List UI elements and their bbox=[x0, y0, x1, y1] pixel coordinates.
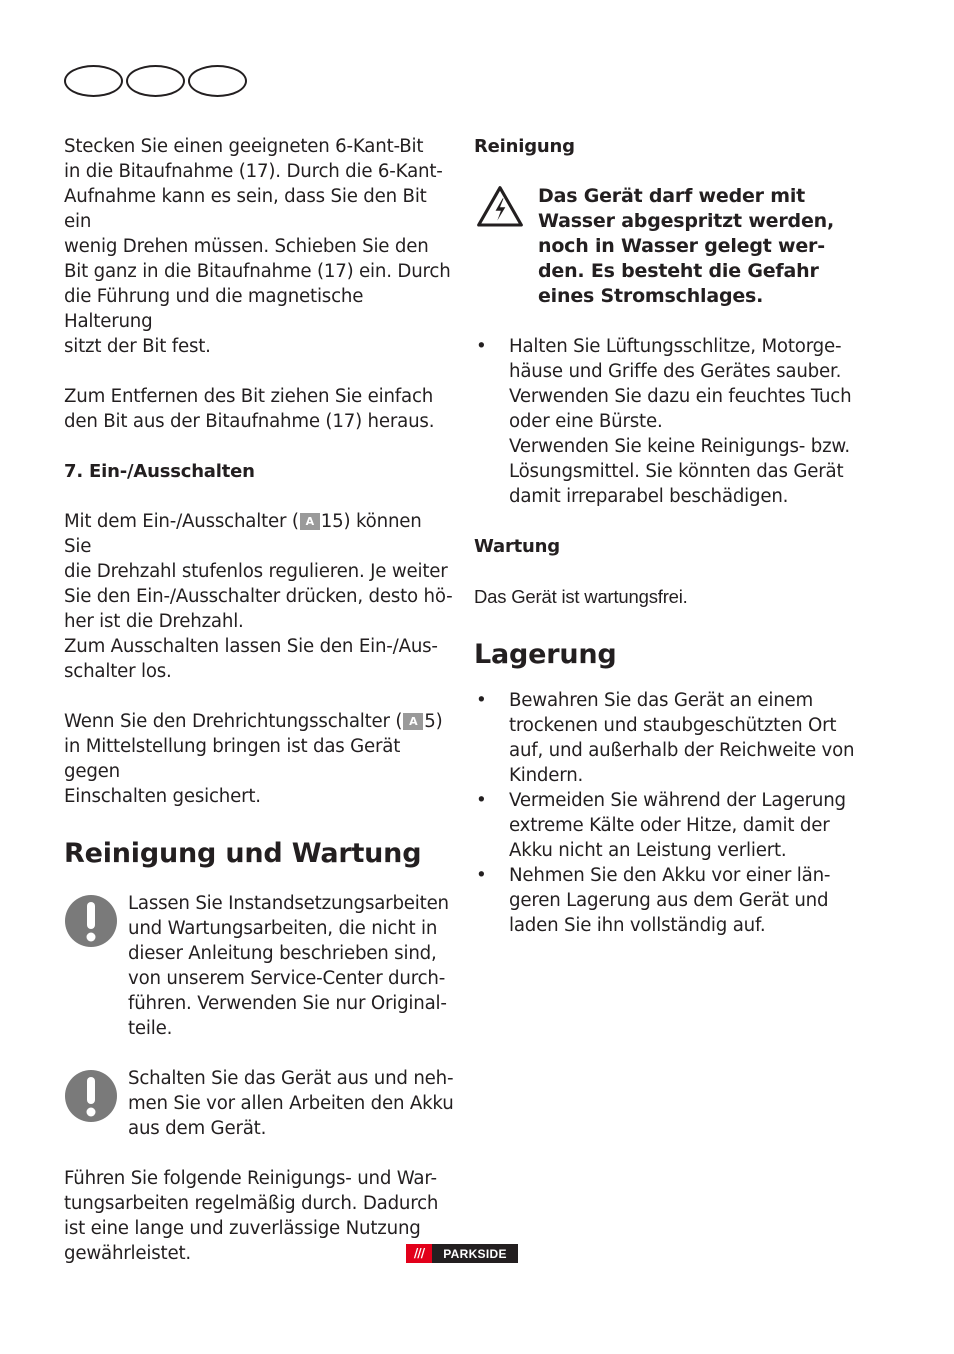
bit-insert-paragraph: Stecken Sie einen geeigneten 6-Kant-Bit in die Bitaufnahme (17). Durch die 6-Kant- Aufnahme kann es sein, dass Sie den Bit ein wenig Drehen müssen. Schieben Sie den Bit ganz in die Bitaufnahme (17) ein. Durch die Führung und die magnetische Halterung sitzt der Bit fest. bbox=[64, 136, 451, 357]
figure-a-badge: A bbox=[300, 513, 320, 530]
list-item: • Bewahren Sie das Gerät an einem trockenen und staubgeschützten Ort auf, und außerhalb der Reichweite von Kindern. bbox=[474, 688, 864, 788]
cleaning-bullets bbox=[474, 334, 864, 509]
list-item: • Nehmen Sie den Akku vor einer län- geren Lagerung aus dem Gerät und laden Sie ihn vollständig auf. bbox=[474, 863, 864, 938]
lagerung-heading: Lagerung bbox=[474, 639, 617, 670]
exclamation-icon bbox=[64, 1069, 118, 1123]
storage-bullets bbox=[474, 688, 864, 938]
direction-switch-paragraph: Wenn Sie den Drehrichtungsschalter ( A 5) in Mittelstellung bringen ist das Gerät gegen Einschalten gesichert. bbox=[64, 711, 443, 807]
notice-battery: Schalten Sie das Gerät aus und neh- men Sie vor allen Arbeiten den Akku aus dem Gerät. bbox=[64, 1066, 454, 1141]
figure-a-badge: A bbox=[403, 713, 423, 730]
list-item: • Vermeiden Sie während der Lagerung extreme Kälte oder Hitze, damit der Akku nicht an Leistung verliert. bbox=[474, 788, 864, 863]
electric-hazard-icon bbox=[474, 185, 526, 233]
maintenance-paragraph: Führen Sie folgende Reinigungs- und War- tungsarbeiten regelmäßig durch. Dadurch ist eine lange und zuverlässige Nutzung gewährleistet. bbox=[64, 1168, 439, 1264]
parkside-logo bbox=[406, 1244, 518, 1263]
bit-remove-paragraph: Zum Entfernen des Bit ziehen Sie einfach den Bit aus der Bitaufnahme (17) heraus. bbox=[64, 386, 435, 432]
list-item: • Halten Sie Lüftungsschlitze, Motorge- häuse und Griffe des Gerätes sauber. Verwenden Sie dazu ein feuchtes Tuch oder eine Bürste. Verwenden Sie keine Reinigungs- bzw. Lösungsmittel. Sie könnten das Gerät damit irreparabel beschädigen. bbox=[474, 334, 864, 509]
right-column bbox=[474, 134, 864, 938]
wartung-text: Das Gerät ist wartungsfrei. bbox=[474, 586, 688, 607]
notice-repair: Lassen Sie Instandsetzungsarbeiten und Wartungsarbeiten, die nicht in dieser Anleitung beschrieben sind, von unserem Service-Center durch- führen. Verwenden Sie nur Original- teile. bbox=[64, 891, 454, 1041]
language-oval bbox=[188, 65, 247, 97]
logo-stripes: /// bbox=[406, 1244, 432, 1263]
language-ovals bbox=[64, 65, 247, 97]
wartung-heading: Wartung bbox=[474, 536, 560, 557]
language-oval bbox=[64, 65, 123, 97]
reinigung-wartung-heading: Reinigung und Wartung bbox=[64, 838, 422, 869]
reinigung-heading: Reinigung bbox=[474, 136, 575, 157]
warning-electric-shock: Das Gerät darf weder mit Wasser abgespritzt werden, noch in Wasser gelegt wer- den. Es besteht die Gefahr eines Stromschlages. bbox=[474, 184, 864, 309]
section-7-heading: 7. Ein-/Ausschalten bbox=[64, 461, 255, 482]
switch-paragraph: Mit dem Ein-/Ausschalter ( A 15) können Sie die Drehzahl stufenlos regulieren. Je weiter Sie den Ein-/Ausschalter drücken, desto hö- her ist die Drehzahl. Zum Ausschalten lassen Sie den Ein-/Aus- schalter los. bbox=[64, 511, 453, 682]
logo-text: PARKSIDE bbox=[443, 1246, 507, 1261]
language-oval bbox=[126, 65, 185, 97]
exclamation-icon bbox=[64, 894, 118, 948]
left-column bbox=[64, 134, 454, 1266]
